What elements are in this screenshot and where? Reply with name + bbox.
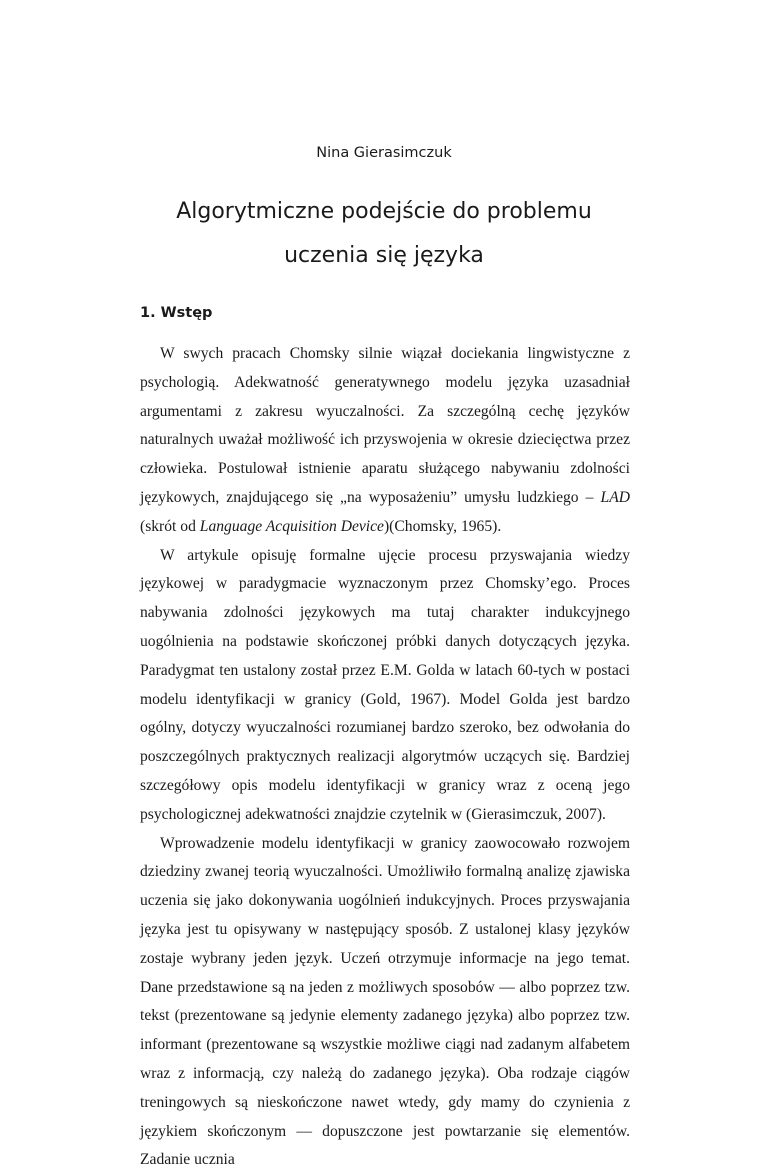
paper-title: Algorytmiczne podejście do problemu uczenia się języka — [176, 199, 592, 268]
paragraph-1-text-c: )(Chomsky, 1965). — [383, 517, 502, 535]
paragraph-1-text-b: (skrót od — [140, 517, 200, 535]
body-text — [140, 340, 630, 1175]
author-name: Nina Gierasimczuk — [316, 145, 452, 161]
section-heading: 1. Wstęp — [140, 305, 213, 321]
paragraph-1 — [140, 340, 630, 542]
paragraph-3: Wprowadzenie modelu identyfikacji w granicy zaowocowało rozwojem dziedziny zwanej teorią wyuczalności. Umożliwiło formalną analizę zjawiska uczenia się jako dokonywania uogólnień indukcyjnych. Proces przyswajania języka jest tu opisywany w następujący sposób. Z ustalonej klasy języków zostaje wybrany jeden język. Uczeń otrzymuje informacje na jego temat. Dane przedstawione są na jeden z możliwych sposobów — albo poprzez tzw. tekst (prezentowane są jedynie elementy zadanego języka) albo poprzez tzw. informant (prezentowane są wszystkie możliwe ciągi nad zadanym alfabetem wraz z informacją, czy należą do zadanego języka). Oba rodzaje ciągów treningowych są nieskończone nawet wtedy, gdy mamy do czynienia z językiem skończonym — dopuszczone jest powtarzanie się elementów. Zadanie ucznia — [140, 834, 630, 1169]
lad-abbreviation: LAD — [600, 488, 630, 506]
paragraph-2: W artykule opisuję formalne ujęcie procesu przyswajania wiedzy językowej w paradygmacie wyznaczonym przez Chomsky’ego. Proces nabywania zdolności językowych ma tutaj charakter indukcyjnego uogólnienia na podstawie skończonej próbki danych dotyczących języka. Paradygmat ten ustalony został przez E.M. Golda w latach 60-tych w postaci modelu identyfikacji w granicy (Gold, 1967). Model Golda jest bardzo ogólny, dotyczy wyuczalności rozumianej bardzo szeroko, bez odwołania do poszczególnych praktycznych realizacji algorytmów uczących się. Bardziej szczegółowy opis modelu identyfikacji w granicy wraz z oceną jego psychologicznej adekwatności znajdzie czytelnik w (Gierasimczuk, 2007). — [140, 546, 630, 823]
paragraph-1-text-a: W swych pracach Chomsky silnie wiązał dociekania lingwistyczne z psychologią. Adekwatność generatywnego modelu języka uzasadniał argumentami z zakresu wyuczalności. Za szczególną cechę języków naturalnych uważał możliwość ich przyswojenia w okresie dziecięctwa przez człowieka. Postulował istnienie aparatu służącego nabywaniu zdolności językowych, znajdującego się „na wyposażeniu” umysłu ludzkiego – — [140, 345, 630, 506]
lad-full-name: Language Acquisition Device — [199, 517, 384, 535]
